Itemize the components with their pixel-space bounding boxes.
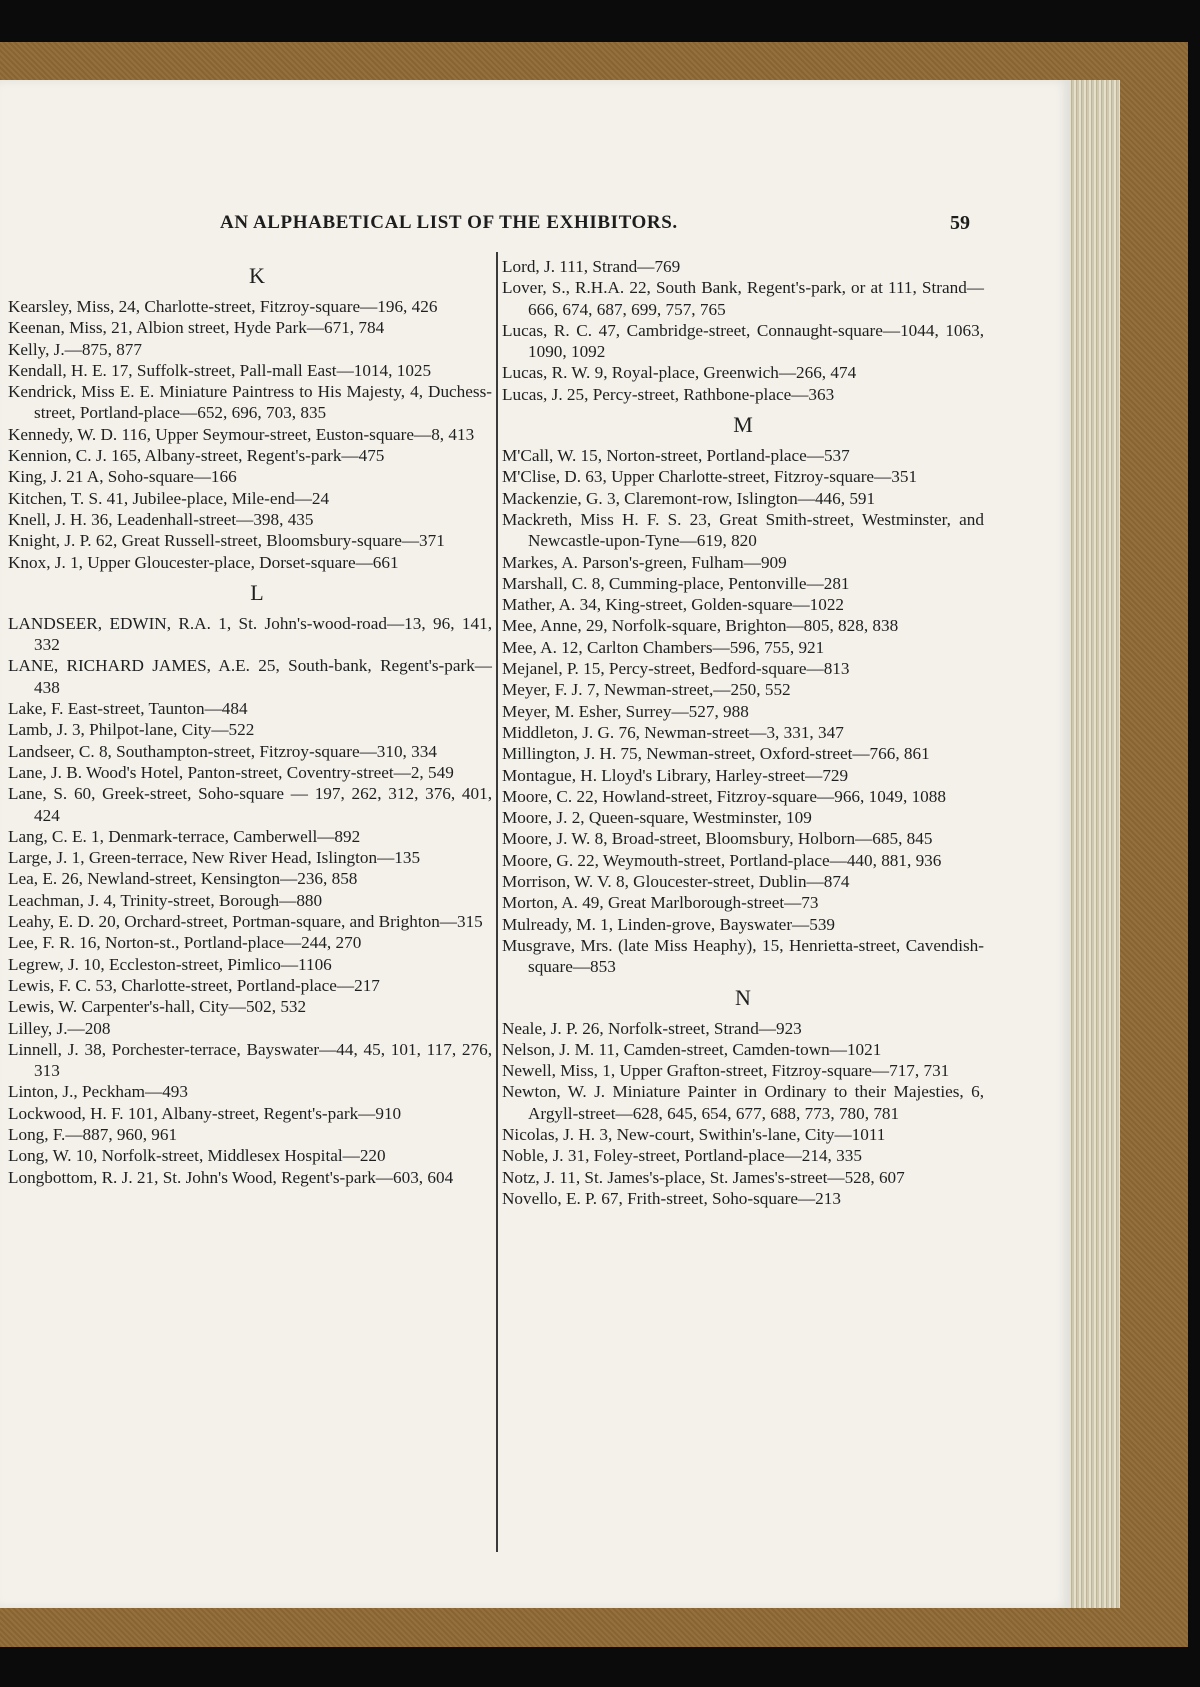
exhibitor-entry: Newell, Miss, 1, Upper Grafton-street, Fitzroy-square—717, 731 (502, 1061, 950, 1081)
exhibitor-entry: Lucas, J. 25, Percy-street, Rathbone-place—363 (502, 384, 835, 404)
exhibitor-entry: Montague, H. Lloyd's Library, Harley-street—729 (502, 765, 849, 785)
exhibitor-entry: Lucas, R. C. 47, Cambridge-street, Connaught-square—1044, 1063, 1090, 1092 (502, 320, 984, 362)
exhibitor-entry: Middleton, J. G. 76, Newman-street—3, 331, 347 (502, 722, 844, 742)
exhibitor-entry: Lockwood, H. F. 101, Albany-street, Regent's-park—910 (8, 1103, 402, 1123)
exhibitor-entry: Lee, F. R. 16, Norton-st., Portland-place—244, 270 (8, 933, 362, 953)
exhibitor-entry: Linton, J., Peckham—493 (8, 1082, 188, 1102)
column-divider (496, 252, 498, 1552)
exhibitor-entry: Morton, A. 49, Great Marlborough-street—73 (502, 893, 819, 913)
exhibitor-entry: Kendall, H. E. 17, Suffolk-street, Pall-mall East—1014, 1025 (8, 360, 432, 380)
exhibitor-entry: Moore, J. W. 8, Broad-street, Bloomsbury, Holborn—685, 845 (502, 829, 933, 849)
exhibitor-entry: Musgrave, Mrs. (late Miss Heaphy), 15, Henrietta-street, Cavendish-square—853 (502, 935, 984, 977)
exhibitor-entry: Knox, J. 1, Upper Gloucester-place, Dorset-square—661 (8, 552, 399, 572)
exhibitor-entry: Lea, E. 26, Newland-street, Kensington—236, 858 (8, 869, 358, 889)
exhibitor-entry: Legrew, J. 10, Eccleston-street, Pimlico—1106 (8, 954, 332, 974)
exhibitor-entry: Noble, J. 31, Foley-street, Portland-place—214, 335 (502, 1146, 862, 1166)
exhibitor-entry: Lake, F. East-street, Taunton—484 (8, 699, 248, 719)
right-column (502, 256, 984, 1209)
exhibitor-entry: Knight, J. P. 62, Great Russell-street, Bloomsbury-square—371 (8, 531, 445, 551)
exhibitor-entry: Lover, S., R.H.A. 22, South Bank, Regent's-park, or at 111, Strand—666, 674, 687, 699, 757, 765 (502, 278, 984, 319)
exhibitor-entry: Moore, G. 22, Weymouth-street, Portland-place—440, 881, 936 (502, 850, 942, 870)
exhibitor-entry: Meyer, F. J. 7, Newman-street,—250, 552 (502, 680, 791, 700)
exhibitor-entry: M'Call, W. 15, Norton-street, Portland-place—537 (502, 446, 850, 466)
section-letter-l: L (250, 579, 264, 605)
exhibitor-entry: Keenan, Miss, 21, Albion street, Hyde Park—671, 784 (8, 318, 385, 338)
exhibitor-entry: Longbottom, R. J. 21, St. John's Wood, Regent's-park—603, 604 (8, 1167, 454, 1187)
left-column (8, 256, 492, 1188)
exhibitor-entry: Lane, J. B. Wood's Hotel, Panton-street, Coventry-street—2, 549 (8, 762, 454, 782)
book-page (0, 80, 1070, 1608)
exhibitor-entry: Lang, C. E. 1, Denmark-terrace, Camberwell—892 (8, 826, 361, 846)
exhibitor-entry: Lucas, R. W. 9, Royal-place, Greenwich—266, 474 (502, 363, 857, 383)
exhibitor-entry: Landseer, C. 8, Southampton-street, Fitzroy-square—310, 334 (8, 741, 437, 761)
exhibitor-entry: Mather, A. 34, King-street, Golden-square—1022 (502, 595, 845, 615)
exhibitor-entry: Lilley, J.—208 (8, 1018, 111, 1038)
exhibitor-entry: Kearsley, Miss, 24, Charlotte-street, Fitzroy-square—196, 426 (8, 297, 438, 316)
exhibitor-entry: Mee, A. 12, Carlton Chambers—596, 755, 921 (502, 637, 825, 657)
exhibitor-entry: Lord, J. 111, Strand—769 (502, 257, 681, 276)
exhibitor-entry: LANE, RICHARD JAMES, A.E. 25, South-bank, Regent's-park—438 (8, 656, 492, 697)
page-edges (1062, 80, 1120, 1608)
page-number: 59 (950, 212, 970, 234)
exhibitor-entry: King, J. 21 A, Soho-square—166 (8, 467, 237, 487)
exhibitor-entry: Mulready, M. 1, Linden-grove, Bayswater—539 (502, 914, 836, 934)
entry-list-l-continued (502, 256, 984, 405)
exhibitor-entry: Kitchen, T. S. 41, Jubilee-place, Mile-end—24 (8, 488, 330, 508)
exhibitor-entry: M'Clise, D. 63, Upper Charlotte-street, Fitzroy-square—351 (502, 467, 918, 487)
exhibitor-entry: LANDSEER, EDWIN, R.A. 1, St. John's-wood-road—13, 96, 141, 332 (8, 613, 492, 655)
exhibitor-entry: Mee, Anne, 29, Norfolk-square, Brighton—805, 828, 838 (502, 616, 899, 636)
exhibitor-entry: Neale, J. P. 26, Norfolk-street, Strand—923 (502, 1018, 802, 1038)
exhibitor-entry: Marshall, C. 8, Cumming-place, Pentonville—281 (502, 573, 850, 593)
exhibitor-entry: Moore, C. 22, Howland-street, Fitzroy-square—966, 1049, 1088 (502, 786, 946, 806)
exhibitor-entry: Kelly, J.—875, 877 (8, 339, 142, 359)
section-letter-m: M (733, 412, 753, 438)
exhibitor-entry: Lewis, F. C. 53, Charlotte-street, Portland-place—217 (8, 975, 380, 995)
exhibitor-entry: Morrison, W. V. 8, Gloucester-street, Dublin—874 (502, 872, 850, 892)
exhibitor-entry: Leachman, J. 4, Trinity-street, Borough—880 (8, 890, 323, 910)
exhibitor-entry: Kennedy, W. D. 116, Upper Seymour-street, Euston-square—8, 413 (8, 424, 475, 444)
exhibitor-entry: Notz, J. 11, St. James's-place, St. James's-street—528, 607 (502, 1167, 905, 1187)
exhibitor-entry: Leahy, E. D. 20, Orchard-street, Portman-square, and Brighton—315 (8, 912, 483, 932)
exhibitor-entry: Moore, J. 2, Queen-square, Westminster, 109 (502, 808, 812, 828)
entry-list-n (502, 1018, 984, 1210)
exhibitor-entry: Long, W. 10, Norfolk-street, Middlesex Hospital—220 (8, 1146, 386, 1166)
exhibitor-entry: Lewis, W. Carpenter's-hall, City—502, 532 (8, 997, 307, 1017)
exhibitor-entry: Lamb, J. 3, Philpot-lane, City—522 (8, 720, 255, 740)
entry-list-m (502, 445, 984, 977)
exhibitor-entry: Large, J. 1, Green-terrace, New River Head, Islington—135 (8, 848, 421, 868)
section-letter-k: K (249, 263, 265, 288)
section-letter-n: N (735, 984, 751, 1010)
exhibitor-entry: Kendrick, Miss E. E. Miniature Paintress to His Majesty, 4, Duchess-street, Portland-place—652, 696, 703, 835 (8, 382, 492, 423)
exhibitor-entry: Novello, E. P. 67, Frith-street, Soho-square—213 (502, 1188, 841, 1208)
exhibitor-entry: Nelson, J. M. 11, Camden-street, Camden-town—1021 (502, 1039, 882, 1059)
exhibitor-entry: Markes, A. Parson's-green, Fulham—909 (502, 552, 787, 572)
exhibitor-entry: Lane, S. 60, Greek-street, Soho-square — 197, 262, 312, 376, 401, 424 (8, 784, 492, 825)
exhibitor-entry: Kennion, C. J. 165, Albany-street, Regent's-park—475 (8, 446, 385, 466)
exhibitor-entry: Mackreth, Miss H. F. S. 23, Great Smith-street, Westminster, and Newcastle-upon-Tyne—619, 820 (502, 509, 984, 551)
exhibitor-entry: Mackenzie, G. 3, Claremont-row, Islington—446, 591 (502, 488, 876, 508)
entry-list-k (8, 296, 492, 573)
exhibitor-entry: Nicolas, J. H. 3, New-court, Swithin's-lane, City—1011 (502, 1124, 886, 1144)
exhibitor-entry: Millington, J. H. 75, Newman-street, Oxford-street—766, 861 (502, 744, 930, 764)
exhibitor-entry: Linnell, J. 38, Porchester-terrace, Bayswater—44, 45, 101, 117, 276, 313 (8, 1039, 492, 1081)
exhibitor-entry: Mejanel, P. 15, Percy-street, Bedford-square—813 (502, 659, 850, 679)
exhibitor-entry: Long, F.—887, 960, 961 (8, 1124, 178, 1144)
running-head: AN ALPHABETICAL LIST OF THE EXHIBITORS. (220, 212, 678, 233)
exhibitor-entry: Newton, W. J. Miniature Painter in Ordinary to their Majesties, 6, Argyll-street—628, 645, 654, 677, 688, 773, 780, 781 (502, 1082, 984, 1123)
exhibitor-entry: Knell, J. H. 36, Leadenhall-street—398, 435 (8, 509, 314, 529)
exhibitor-entry: Meyer, M. Esher, Surrey—527, 988 (502, 701, 749, 721)
entry-list-l (8, 613, 492, 1188)
